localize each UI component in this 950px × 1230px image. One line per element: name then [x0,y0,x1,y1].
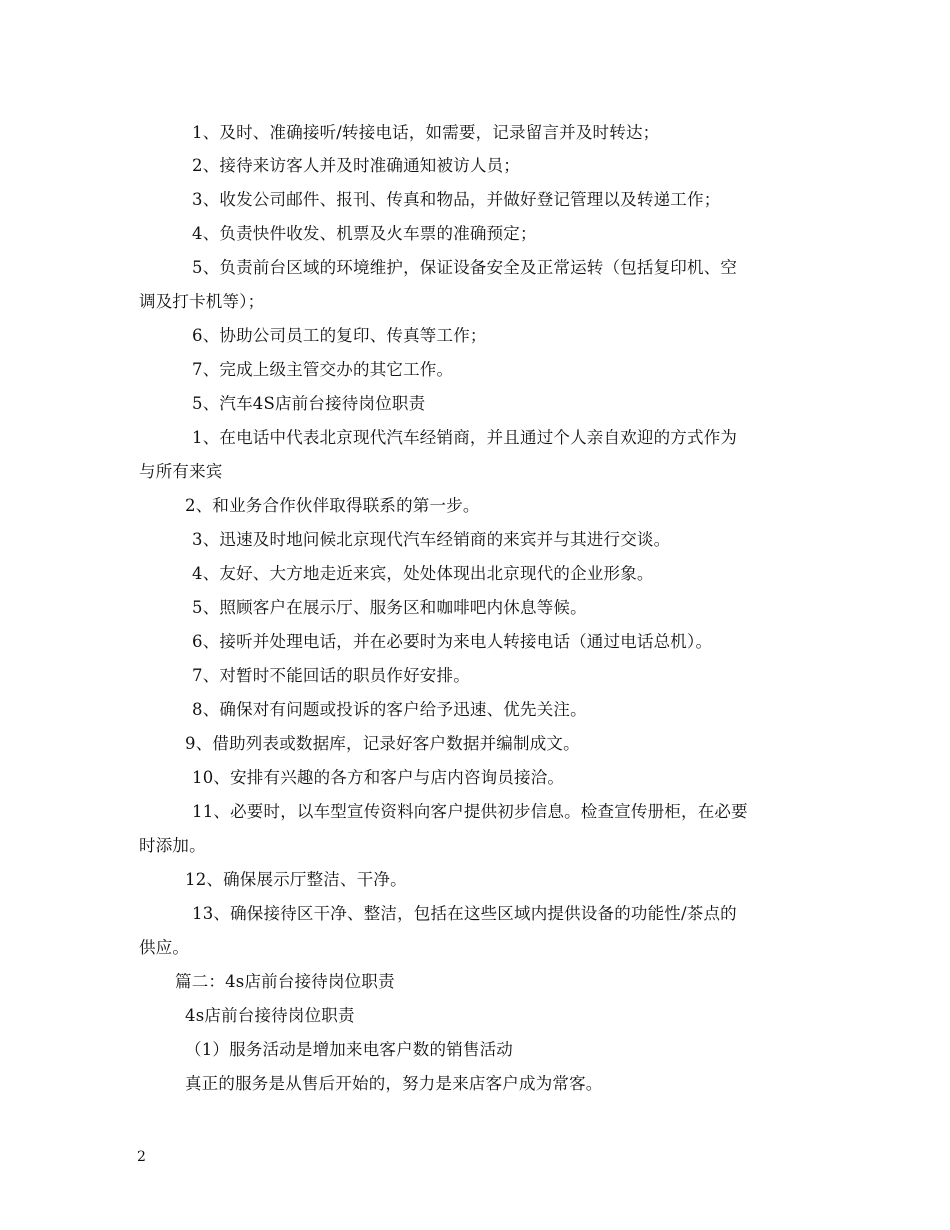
text-line: 4、友好、大方地走近来宾，处处体现出北京现代的企业形象。 [192,564,654,583]
text-line: 真正的服务是从售后开始的，努力是来店客户成为常客。 [185,1074,603,1093]
text-line: 9、借助列表或数据库，记录好客户数据并编制成文。 [185,734,580,753]
text-line: 7、对暂时不能回话的职员作好安排。 [192,666,470,685]
text-line: 2、接待来访客人并及时准确通知被访人员； [192,156,520,175]
text-line: 6、协助公司员工的复印、传真等工作； [192,326,487,345]
text-line: 1、及时、准确接听/转接电话，如需要，记录留言并及时转达； [192,123,660,142]
text-line: 7、完成上级主管交办的其它工作。 [192,360,454,379]
text-line: 4、负责快件收发、机票及火车票的准确预定； [192,224,537,243]
text-line: 2、和业务合作伙伴取得联系的第一步。 [185,496,480,515]
text-line: 8、确保对有问题或投诉的客户给予迅速、优先关注。 [192,700,587,719]
text-line: 10、安排有兴趣的各方和客户与店内咨询员接洽。 [192,768,565,787]
section-heading: 篇二：4s店前台接待岗位职责 [175,972,395,991]
text-line: 与所有来宾 [139,462,223,481]
text-line: 供应。 [139,938,190,957]
text-line: 6、接听并处理电话，并在必要时为来电人转接电话（通过电话总机）。 [192,632,713,651]
text-line: 11、必要时，以车型宣传资料向客户提供初步信息。检查宣传册柜，在必要 [192,802,748,821]
text-line: 5、照顾客户在展示厅、服务区和咖啡吧内休息等候。 [192,598,587,617]
text-line: 3、迅速及时地问候北京现代汽车经销商的来宾并与其进行交谈。 [192,530,671,549]
text-line: 12、确保展示厅整洁、干净。 [185,870,407,889]
text-line: 1、在电话中代表北京现代汽车经销商，并且通过个人亲自欢迎的方式作为 [192,428,738,447]
page-number: 2 [137,1149,146,1165]
text-line: 3、收发公司邮件、报刊、传真和物品，并做好登记管理以及转递工作； [192,190,721,209]
text-line: 5、负责前台区域的环境维护，保证设备安全及正常运转（包括复印机、空 [192,258,738,277]
text-line: （1）服务活动是增加来电客户数的销售活动 [185,1040,513,1059]
text-line: 调及打卡机等）； [139,292,265,311]
subsection-heading: 4s店前台接待岗位职责 [185,1006,355,1025]
text-line: 时添加。 [139,836,206,855]
text-line: 13、确保接待区干净、整洁，包括在这些区域内提供设备的功能性/茶点的 [192,904,737,923]
section-heading: 5、汽车4S店前台接待岗位职责 [192,394,426,413]
